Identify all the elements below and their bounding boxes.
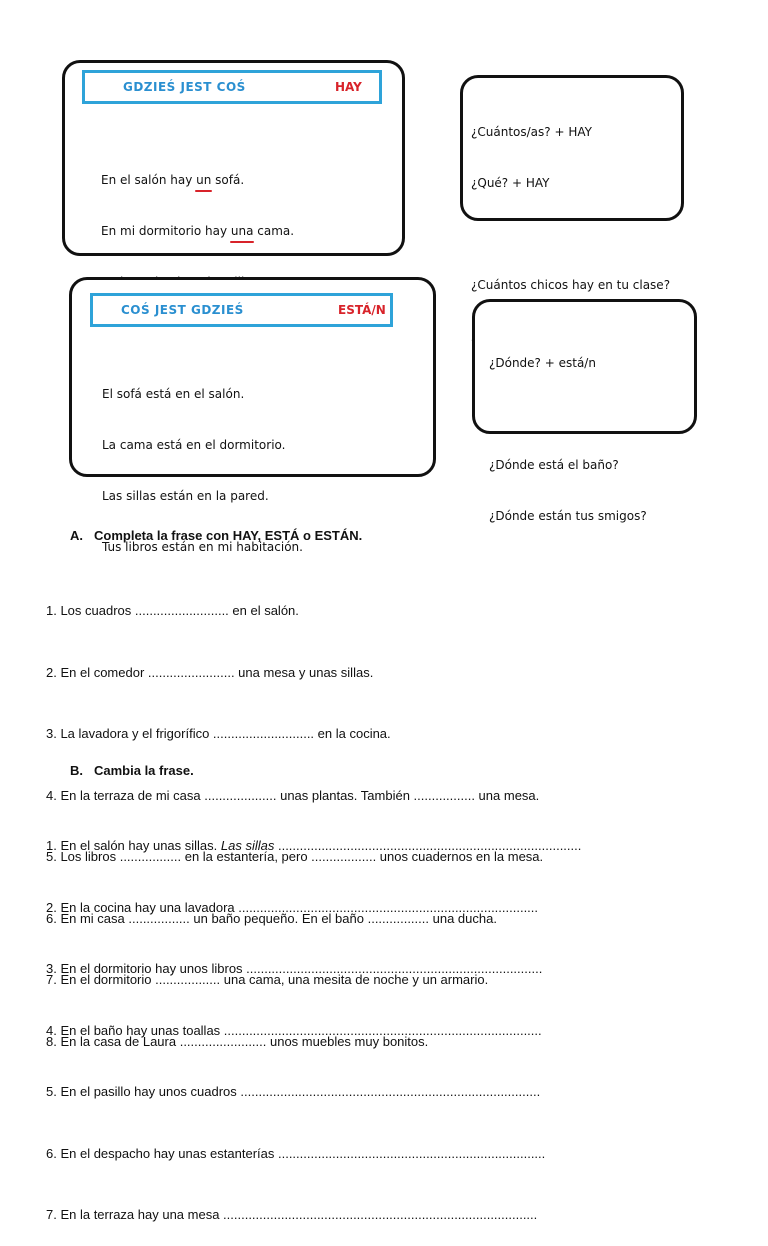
esta-example-line: Tus libros están en mi habitación. <box>102 540 303 554</box>
hay-banner-keyword: HAY <box>335 80 362 94</box>
hay-question-line: ¿Qué? + HAY <box>471 176 550 190</box>
underlined-word: una <box>230 224 254 238</box>
exercise-b-item: 4. En el baño hay unas toallas ........................................................................................ <box>46 1022 542 1038</box>
exercise-a-item: 3. La lavadora y el frigorífico ............................ en la cocina. <box>46 726 391 741</box>
hay-banner-title: GDZIEŚ JEST COŚ <box>123 80 246 94</box>
hay-question-line: ¿Cuántos/as? + HAY <box>471 125 592 139</box>
esta-banner <box>90 293 393 327</box>
hay-example-line: En mi dormitorio hay una cama. <box>101 224 295 238</box>
esta-question-line: ¿Dónde? + está/n <box>489 356 596 370</box>
esta-questions-box <box>472 299 697 523</box>
exercise-b-item: 7. En la terraza hay una mesa ....................................................................................... <box>46 1207 538 1222</box>
esta-example-line: El sofá está en el salón. <box>102 387 245 401</box>
hay-example-line: En el salón hay un sofá. <box>101 173 245 187</box>
exercise-a-item: 2. En el comedor ........................ una mesa y unas sillas. <box>46 664 374 680</box>
section-a-heading: A. Completa la frase con HAY, ESTÁ o ESTÁN. <box>70 528 363 543</box>
esta-banner-title: COŚ JEST GDZIEŚ <box>121 303 244 317</box>
exercise-a-item: 7. En el dormitorio .................. una cama, una mesita de noche y un armario. <box>46 972 489 987</box>
hay-question-line: ¿Cuántos chicos hay en tu clase? <box>471 278 671 292</box>
hay-question-line <box>471 226 670 243</box>
example-answer: Las sillas <box>220 838 275 853</box>
exercise-b-item: 6. En el despacho hay unas estanterías .......................................................................... <box>46 1145 546 1161</box>
esta-example-line: Las sillas están en la pared. <box>102 489 269 503</box>
exercise-a-item: 8. En la casa de Laura ........................ unos muebles muy bonitos. <box>46 1033 429 1049</box>
exercise-a-item: 5. Los libros ................. en la estantería, pero .................. unos cuadernos en la mesa. <box>46 849 544 864</box>
esta-example-line: La cama está en el dormitorio. <box>102 438 286 452</box>
underlined-word: un <box>196 173 212 187</box>
exercise-a-item: 4. En la terraza de mi casa .................... unas plantas. También ................. una mesa. <box>46 787 540 803</box>
hay-questions-box <box>460 75 684 292</box>
hay-banner <box>82 70 382 104</box>
exercise-b-item: 2. En la cocina hay una lavadora ................................................................................... <box>46 899 539 915</box>
section-b-heading: B. Cambia la frase. <box>70 763 194 778</box>
exercise-a-item: 6. En mi casa ................. un baño pequeño. En el baño ................. una ducha. <box>46 910 497 926</box>
esta-question-line: ¿Dónde está el baño? <box>489 458 619 472</box>
esta-question-line: ¿Dónde están tus smigos? <box>489 509 647 523</box>
exercise-b-item: 3. En el dormitorio hay unos libros .................................................................................. <box>46 961 543 976</box>
exercise-b-item: 1. En el salón hay unas sillas. Las sillas .................................................................................... <box>46 838 582 853</box>
esta-examples <box>102 352 303 590</box>
section-b-list <box>46 795 581 1246</box>
exercise-a-item: 1. Los cuadros .......................... en el salón. <box>46 603 299 618</box>
esta-questions <box>489 321 647 559</box>
hay-info-box <box>62 60 405 256</box>
esta-banner-keyword: ESTÁ/N <box>338 303 386 317</box>
exercise-b-item: 5. En el pasillo hay unos cuadros ................................................................................... <box>46 1084 541 1099</box>
esta-question-line <box>489 406 647 423</box>
